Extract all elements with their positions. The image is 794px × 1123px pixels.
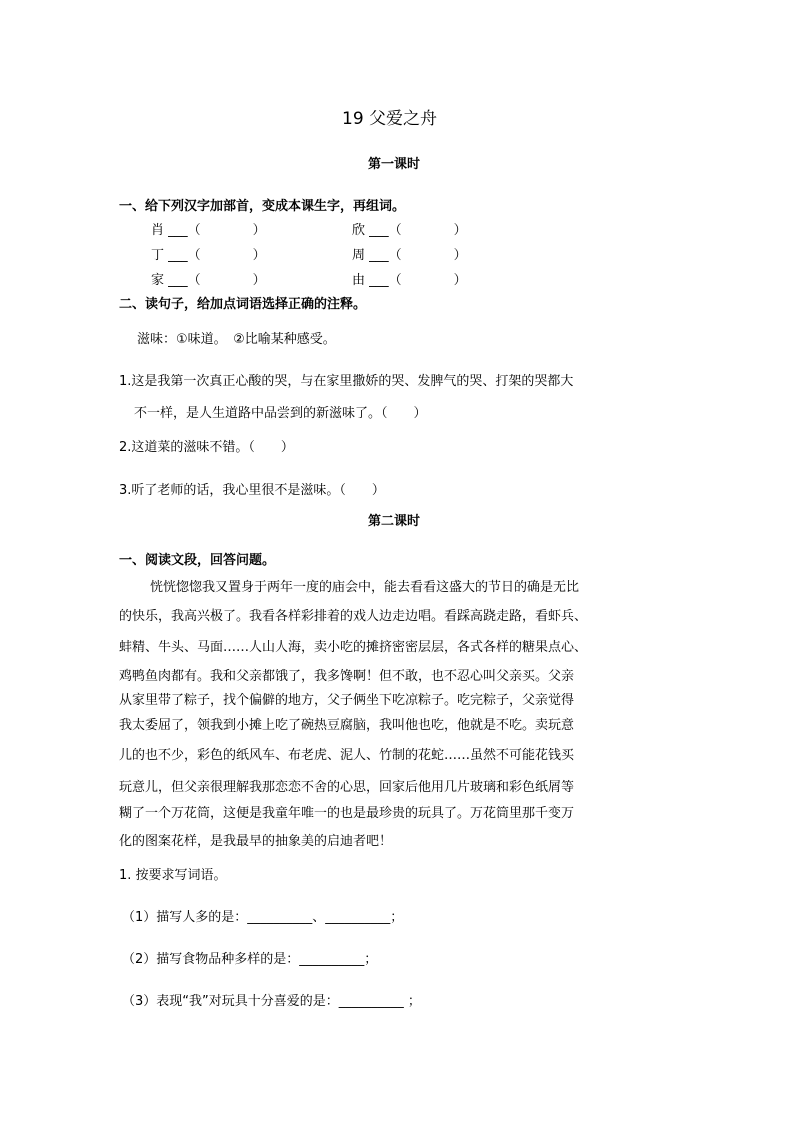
passage-line: 糊了一个万花筒，这便是我童年唯一的也是最珍贵的玩具了。万花筒里那千变万 <box>119 806 575 821</box>
radical-item: 欣 ___（ ） <box>352 223 467 238</box>
passage-line: 化的图案花样，是我最早的抽象美的启迪者吧！ <box>119 834 393 849</box>
question-item: 3.听了老师的话，我心里很不是滋味。（ ） <box>119 483 385 498</box>
lesson2-heading: 第二课时 <box>368 514 421 529</box>
passage-line: 玩意儿，但父亲很理解我那恋恋不舍的心思，回家后他用几片玻璃和彩色纸屑等 <box>119 780 575 795</box>
radical-item: 周 ___（ ） <box>352 248 467 263</box>
task-item: （3）表现“我”对玩具十分喜爱的是：__________ ； <box>122 994 421 1009</box>
passage-line: 从家里带了粽子，找个偏僻的地方，父子俩坐下吃凉粽子。吃完粽子，父亲觉得 <box>119 693 575 708</box>
task-heading: 1. 按要求写词语。 <box>119 868 227 883</box>
lesson1-q1-prompt: 一、给下列汉字加部首，变成本课生字，再组词。 <box>119 199 406 214</box>
page-title: 19 父爱之舟 <box>342 109 438 129</box>
passage-line: 我太委屈了，领我到小摊上吃了碗热豆腐脑，我叫他也吃，他就是不吃。卖玩意 <box>119 718 575 733</box>
question-item: 2.这道菜的滋味不错。（ ） <box>119 440 294 455</box>
passage-line: 恍恍惚惚我又置身于两年一度的庙会中，能去看看这盛大的节日的确是无比 <box>150 580 580 595</box>
radical-item: 由 ___（ ） <box>352 273 467 288</box>
passage-line: 儿的也不少，彩色的纸风车、布老虎、泥人、竹制的花蛇……虽然不可能花钱买 <box>119 748 575 763</box>
radical-item: 肖 ___（ ） <box>151 223 266 238</box>
task-item: （1）描写人多的是：__________、__________； <box>122 910 404 925</box>
lesson1-heading: 第一课时 <box>368 157 421 172</box>
lesson1-q2-prompt: 二、读句子，给加点词语选择正确的注释。 <box>119 297 367 312</box>
lesson2-q1-prompt: 一、阅读文段，回答问题。 <box>119 553 276 568</box>
radical-item: 丁 ___（ ） <box>151 248 266 263</box>
question-item: 不一样，是人生道路中品尝到的新滋味了。（ ） <box>134 406 427 421</box>
passage-line: 鸡鸭鱼肉都有。我和父亲都饿了，我多馋啊！但不敢，也不忍心叫父亲买。父亲 <box>119 669 575 684</box>
definition-line: 滋味：①味道。 ②比喻某种感受。 <box>137 332 336 347</box>
task-item: （2）描写食物品种多样的是：__________； <box>122 952 378 967</box>
passage-line: 蚌精、牛头、马面……人山人海，卖小吃的摊挤密密层层，各式各样的糖果点心、 <box>119 640 588 655</box>
passage-line: 的快乐，我高兴极了。我看各样彩排着的戏人边走边唱。看踩高跷走路，看虾兵、 <box>119 609 588 624</box>
radical-item: 家 ___（ ） <box>151 273 266 288</box>
question-item: 1.这是我第一次真正心酸的哭，与在家里撒娇的哭、发脾气的哭、打架的哭都大 <box>119 374 574 389</box>
